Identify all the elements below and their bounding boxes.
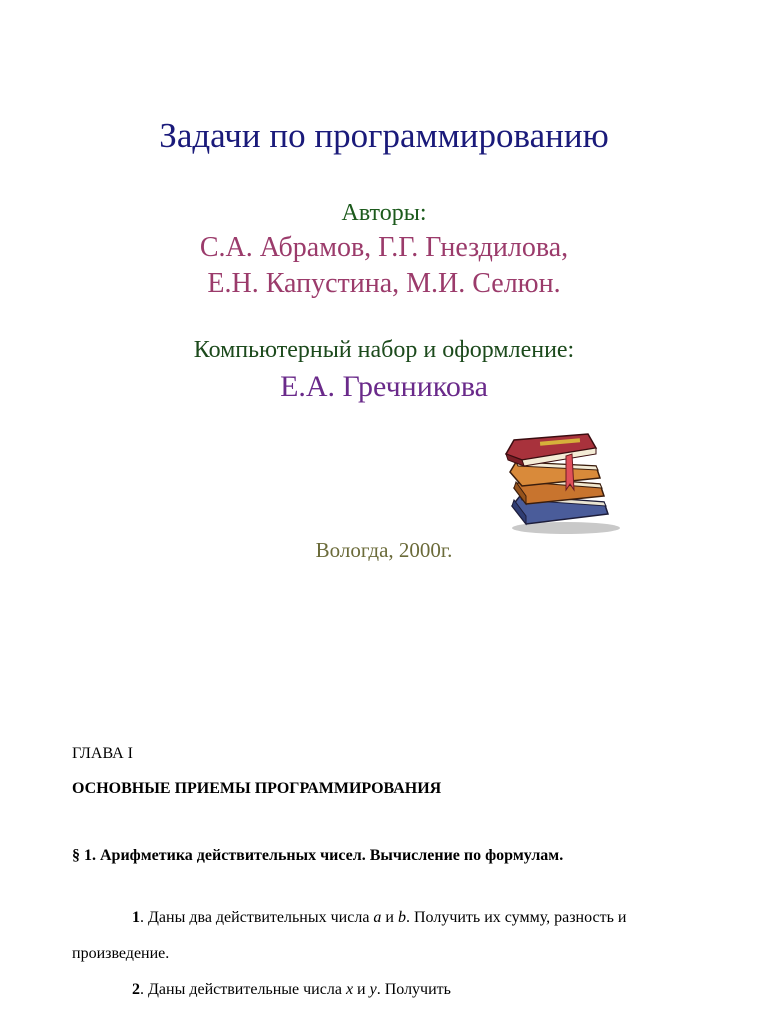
chapter-number: ГЛАВА I: [72, 745, 133, 762]
task-variable: y: [369, 981, 377, 998]
section-heading: § 1. Арифметика действительных чисел. Вычисление по формулам.: [72, 847, 564, 864]
task-text: и: [381, 909, 398, 926]
authors-line-1: С.А. Абрамов, Г.Г. Гнездилова,: [199, 232, 569, 263]
task-text: . Даны действительные числа: [140, 981, 346, 998]
stack-of-books-icon: [500, 432, 624, 536]
authors-line-2: Е.Н. Капустина, М.И. Селюн.: [207, 268, 561, 299]
task-variable: x: [345, 981, 354, 998]
task-1: [72, 900, 692, 972]
publication-place-date: Вологда, 2000г.: [315, 538, 453, 562]
task-text: . Получить их сумму, разность и произведение.: [72, 909, 627, 962]
task-text: . Получить: [376, 981, 451, 998]
task-text: . Даны два действительных числа: [140, 909, 374, 926]
typeset-label: Компьютерный набор и оформление:: [193, 337, 575, 363]
task-text: и: [353, 981, 370, 998]
task-2: [72, 972, 692, 1008]
typeset-name: Е.А. Гречникова: [280, 370, 488, 403]
task-number: 1: [132, 909, 140, 926]
task-variable: a: [373, 909, 382, 926]
document-title: Задачи по программированию: [159, 116, 609, 155]
authors-label: Авторы:: [341, 200, 427, 226]
task-number: 2: [132, 981, 140, 998]
task-variable: b: [397, 909, 406, 926]
chapter-title: ОСНОВНЫЕ ПРИЕМЫ ПРОГРАММИРОВАНИЯ: [72, 780, 442, 797]
